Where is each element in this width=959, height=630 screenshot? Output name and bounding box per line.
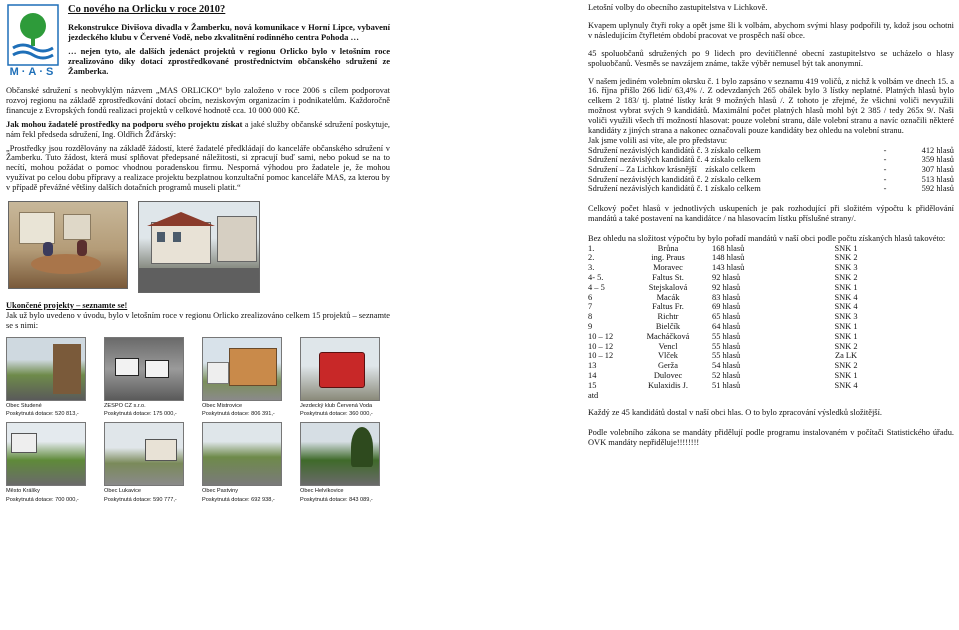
project-photo (104, 337, 184, 401)
table-row (588, 155, 954, 165)
party-votes: 307 hlasů (921, 165, 954, 175)
candidate-party: SNK 2 (834, 341, 858, 351)
project-card (104, 422, 196, 503)
project-photo (300, 337, 380, 401)
election-para-3: V našem jediném volebním okrsku č. 1 bylo zapsáno v seznamu 419 voličů, z nichž k volbám ve dnech 15. a 16. října přišlo 266 lidí/ 63,4% /. Z odevzdaných 265 obálek bylo 3 lístky neplatné. Platných hlasů bylo celkem 2 183/ tj. platné lístky krát 9 možných hlasů /. Z tohoto je zřejmé, že všichni voliči nevyužili možnost vybrat svých 9 kandidátů. Maximální počet platných hlasů mohl být 2 385 / tedy 265x 9/. Naši voliči využili všech tří možností hlasovat: pouze volební stranu, dále volební stranu a navíc označili některé kandidáty z jiných strana a nakonec označovali pouze kandidáty bez ohledu na volební stranu. (588, 76, 954, 136)
project-grant: Poskytnutá dotace: 360 000,- (300, 411, 373, 418)
intro-2: … nejen tyto, ale dalších jedenáct projektů v regionu Orlicko bylo v letošním roce zrealizováno díky dotací zprostředkované prostřednictvím občanského sdružení ze Žamberka. (68, 46, 390, 76)
article-title: Co nového na Orlicku v roce 2010? (68, 4, 226, 15)
candidate-name: ing. Praus (651, 253, 685, 263)
project-card (202, 337, 294, 418)
rank: 3. (588, 263, 595, 273)
candidate-votes: 55 hlasů (712, 351, 741, 361)
para-founding: Občanské sdružení s neobvyklým názvem „MAS ORLICKO“ bylo založeno v roce 2006 s cílem podporovat rozvoj regionu na základě zprostředkování dotací obcím, neziskovým organizacím i podnikatelům. Každoročně financuje z Evropských fondů realizaci projektů v celkové hodnotě cca. 10 000 000 Kč. (6, 86, 390, 115)
rank: 10 – 12 (588, 351, 614, 361)
office-photos (8, 201, 390, 293)
candidate-party: SNK 1 (834, 321, 858, 331)
para-question (6, 120, 390, 140)
rank: 4 – 5 (588, 282, 605, 292)
party-votes: 592 hlasů (921, 184, 954, 194)
candidate-votes: 92 hlasů (712, 272, 741, 282)
table-row (588, 332, 890, 342)
party-results (588, 146, 954, 194)
candidate-party: SNK 1 (834, 282, 858, 292)
candidate-votes: 143 hlasů (712, 263, 745, 273)
mas-logo-icon (7, 4, 59, 66)
candidate-name: Macák (656, 292, 680, 302)
candidate-votes: 83 hlasů (712, 292, 741, 302)
candidate-name: Brůna (657, 243, 679, 253)
election-para-5: Bez ohledu na složitost výpočtu by bylo pořadí mandátů v naší obci podle počtu získaných hlasů takovéto: (588, 233, 946, 243)
party-votes: 359 hlasů (921, 155, 954, 165)
table-row (588, 312, 890, 322)
project-photo (202, 422, 282, 486)
candidate-name: Vencl (658, 341, 678, 351)
candidate-party: SNK 1 (834, 331, 858, 341)
candidate-votes: 65 hlasů (712, 312, 741, 322)
question-bold: Jak mohou žadatelé prostředky na podporu svého projektu získat (6, 119, 243, 129)
table-row (588, 146, 954, 156)
project-grant: Poskytnutá dotace: 700 000,- (6, 496, 79, 503)
section-text: Jak už bylo uvedeno v úvodu, bylo v letošním roce v regionu Orlicko zrealizováno celkem 15 projektů – seznamte se s nimi: (6, 310, 390, 330)
party-name: Sdružení nezávislých kandidátů č. 1 získalo celkem (588, 184, 761, 194)
rank: 14 (588, 370, 597, 380)
mas-logo (6, 4, 60, 84)
project-card (6, 337, 98, 418)
project-photo (104, 422, 184, 486)
candidate-name: Bielčík (655, 321, 681, 331)
candidate-party: SNK 3 (834, 312, 858, 322)
project-name: Jezdecký klub Červená Voda (300, 402, 373, 409)
candidate-name: Stejskalová (648, 282, 688, 292)
project-card (6, 422, 98, 503)
table-row (588, 302, 890, 312)
candidate-name: Kulaxidis J. (647, 380, 688, 390)
rank: 10 – 12 (588, 341, 614, 351)
party-votes: 412 hlasů (921, 145, 954, 155)
candidate-votes: 64 hlasů (712, 321, 741, 331)
candidate-party: SNK 4 (834, 380, 858, 390)
election-para-7: Podle volebního zákona se mandáty přidělují podle programu instalovaném v počítači Statistického úřadu. OVK mandáty nepřiděluje!!!!!!!! (588, 428, 954, 448)
candidate-name: Dulovec (653, 370, 683, 380)
project-name: Obec Helvíkovice (300, 487, 344, 494)
rank: 6 (588, 292, 593, 302)
table-row (588, 253, 890, 263)
candidate-ranking (588, 244, 890, 401)
candidate-votes: 55 hlasů (712, 341, 741, 351)
candidate-votes: 54 hlasů (712, 361, 741, 371)
party-name: Sdružení nezávislých kandidátů č. 3 získalo celkem (588, 145, 761, 155)
office-building-photo (138, 201, 260, 293)
project-name: Město Králíky (6, 487, 40, 494)
rank: 10 – 12 (588, 331, 614, 341)
table-row (588, 361, 890, 371)
election-para-1: Kvapem uplynuly čtyři roky a opět jsme šli k volbám, abychom svými hlasy podpořili ty, kdož jsou ochotni v následujícím čtyřletém období pracovat ve prospěch naší obce. (588, 20, 954, 40)
election-para-2: 45 spoluobčanů sdružených po 9 lidech pro devítičlenné obecní zastupitelstvo se ucházelo o hlasy spoluobčanů. Vesměs se navzájem známe, takže výběr nemusel být tak anonymní. (588, 48, 954, 68)
election-para-3b: Jak jsme volili asi víte, ale pro představu: (588, 135, 728, 145)
project-name: Obec Studené (6, 402, 42, 409)
party-name: Sdružení nezávislých kandidátů č. 2 získalo celkem (588, 174, 761, 184)
candidate-party: SNK 4 (834, 292, 858, 302)
dash: - (883, 145, 887, 155)
candidate-name: Richtr (657, 312, 679, 322)
rank: 8 (588, 312, 593, 322)
dash: - (883, 165, 887, 175)
candidate-party: SNK 2 (834, 361, 858, 371)
table-row (588, 351, 890, 361)
question-rest: a jaké služby občanské sdružení poskytuje, nám řekl předseda sdružení, Ing. Oldřich Žďárský: (6, 119, 391, 139)
table-row (588, 184, 954, 194)
candidate-party: SNK 2 (834, 253, 858, 263)
project-photo (6, 422, 86, 486)
dash: - (883, 155, 887, 165)
candidate-party: Za LK (834, 351, 858, 361)
party-name: Sdružení – Za Lichkov krásnější získalo celkem (588, 165, 756, 175)
candidate-name: Macháčková (646, 331, 690, 341)
rank: 1. (588, 243, 595, 253)
office-meeting-photo (8, 201, 128, 289)
project-photo (202, 337, 282, 401)
project-photo (300, 422, 380, 486)
project-name: Obec Lukavice (104, 487, 142, 494)
candidate-party: SNK 1 (834, 243, 858, 253)
candidate-votes: 55 hlasů (712, 331, 741, 341)
project-grant: Poskytnutá dotace: 175 000,- (104, 411, 177, 418)
candidate-name: Faltus Fr. (652, 302, 684, 312)
table-row (588, 342, 890, 352)
header-text (68, 4, 390, 84)
project-card (300, 422, 392, 503)
candidate-votes: 69 hlasů (712, 302, 741, 312)
dash: - (883, 184, 887, 194)
rank: 15 (588, 380, 597, 390)
candidate-party: SNK 1 (834, 370, 858, 380)
project-name: Obec Pastviny (202, 487, 239, 494)
project-name: ZESPO CZ s.r.o. (104, 402, 146, 409)
candidate-name: Gerža (658, 361, 678, 371)
table-row (588, 381, 890, 391)
table-row (588, 371, 890, 381)
table-row (588, 293, 890, 303)
candidate-party: SNK 3 (834, 263, 858, 273)
candidate-party: SNK 2 (834, 272, 858, 282)
ranking-etc: atd (588, 390, 599, 400)
intro-1: Rekonstrukce Divišova divadla v Žamberku, nová komunikace v Horní Lipce, vybavení jezdeckého klubu v Červené Vodě, nebo zkvalitnění rodinného centra Pohoda … (68, 22, 390, 42)
rank: 4- 5. (588, 272, 604, 282)
election-heading: Letošní volby do obecního zastupitelstva v Lichkově. (588, 3, 768, 12)
rank: 13 (588, 361, 597, 371)
candidate-name: Vlček (658, 351, 678, 361)
table-row (588, 273, 890, 283)
candidate-votes: 92 hlasů (712, 282, 741, 292)
candidate-votes: 168 hlasů (712, 243, 745, 253)
project-name: Obec Mistrovice (202, 402, 243, 409)
logo-text: M·A·S (9, 66, 57, 78)
party-votes: 513 hlasů (921, 174, 954, 184)
article-header (6, 4, 390, 84)
candidate-votes: 51 hlasů (712, 380, 741, 390)
project-grant: Poskytnutá dotace: 692 938,- (202, 496, 275, 503)
project-card (104, 337, 196, 418)
table-row (588, 244, 890, 254)
section-title: Ukončené projekty – seznamte se! (6, 301, 128, 311)
table-row (588, 165, 954, 175)
rank: 9 (588, 321, 593, 331)
candidate-votes: 148 hlasů (712, 253, 745, 263)
table-row (588, 283, 890, 293)
project-card (202, 422, 294, 503)
project-card (300, 337, 392, 418)
para-quote: „Prostředky jsou rozdělovány na základě žádostí, které žadatelé předkládají do kanceláře občanského sdružení v Žamberku. Tuto žádost, která musí splňovat předepsané náležitosti, si zpracují buď sami, nebo pokud se na to necítí, mohou požádat o pomoc vhodnou poradenskou firmu. Nesporná výhodou pro žadatele je, že mohou využívat po celou dobu přípravy a realizace projektu bezplatnou konzultační pomoc kanceláře MAS, za kterou by v případě převážné většiny dalších dotačních programů museli platit.“ (6, 143, 390, 193)
party-name: Sdružení nezávislých kandidátů č. 4 získalo celkem (588, 155, 761, 165)
project-grant: Poskytnutá dotace: 520 813,- (6, 411, 79, 418)
candidate-party: SNK 4 (834, 302, 858, 312)
project-grid (6, 337, 390, 503)
table-row (588, 322, 890, 332)
project-photo (6, 337, 86, 401)
election-para-4: Celkový počet hlasů v jednotlivých uskupeních je pak rozhodující při složitém výpočtu k přidělování mandátů a také postavení na kandidátce / na hlasovacím lístku příslušné strany/. (588, 203, 954, 223)
candidate-name: Faltus St. (652, 272, 684, 282)
project-grant: Poskytnutá dotace: 590 777,- (104, 496, 177, 503)
candidate-votes: 52 hlasů (712, 370, 741, 380)
table-row (588, 263, 890, 273)
rank: 7 (588, 302, 593, 312)
project-grant: Poskytnutá dotace: 806 391,- (202, 411, 275, 418)
dash: - (883, 174, 887, 184)
right-column (588, 3, 954, 452)
election-para-6: Každý ze 45 kandidátů dostal v naší obci hlas. O to bylo zpracování výsledků složitější. (588, 408, 882, 418)
table-row (588, 391, 890, 401)
left-column (6, 4, 390, 503)
table-row (588, 175, 954, 185)
rank: 2. (588, 253, 595, 263)
project-grant: Poskytnutá dotace: 843 089,- (300, 496, 373, 503)
candidate-name: Moravec (653, 263, 683, 273)
